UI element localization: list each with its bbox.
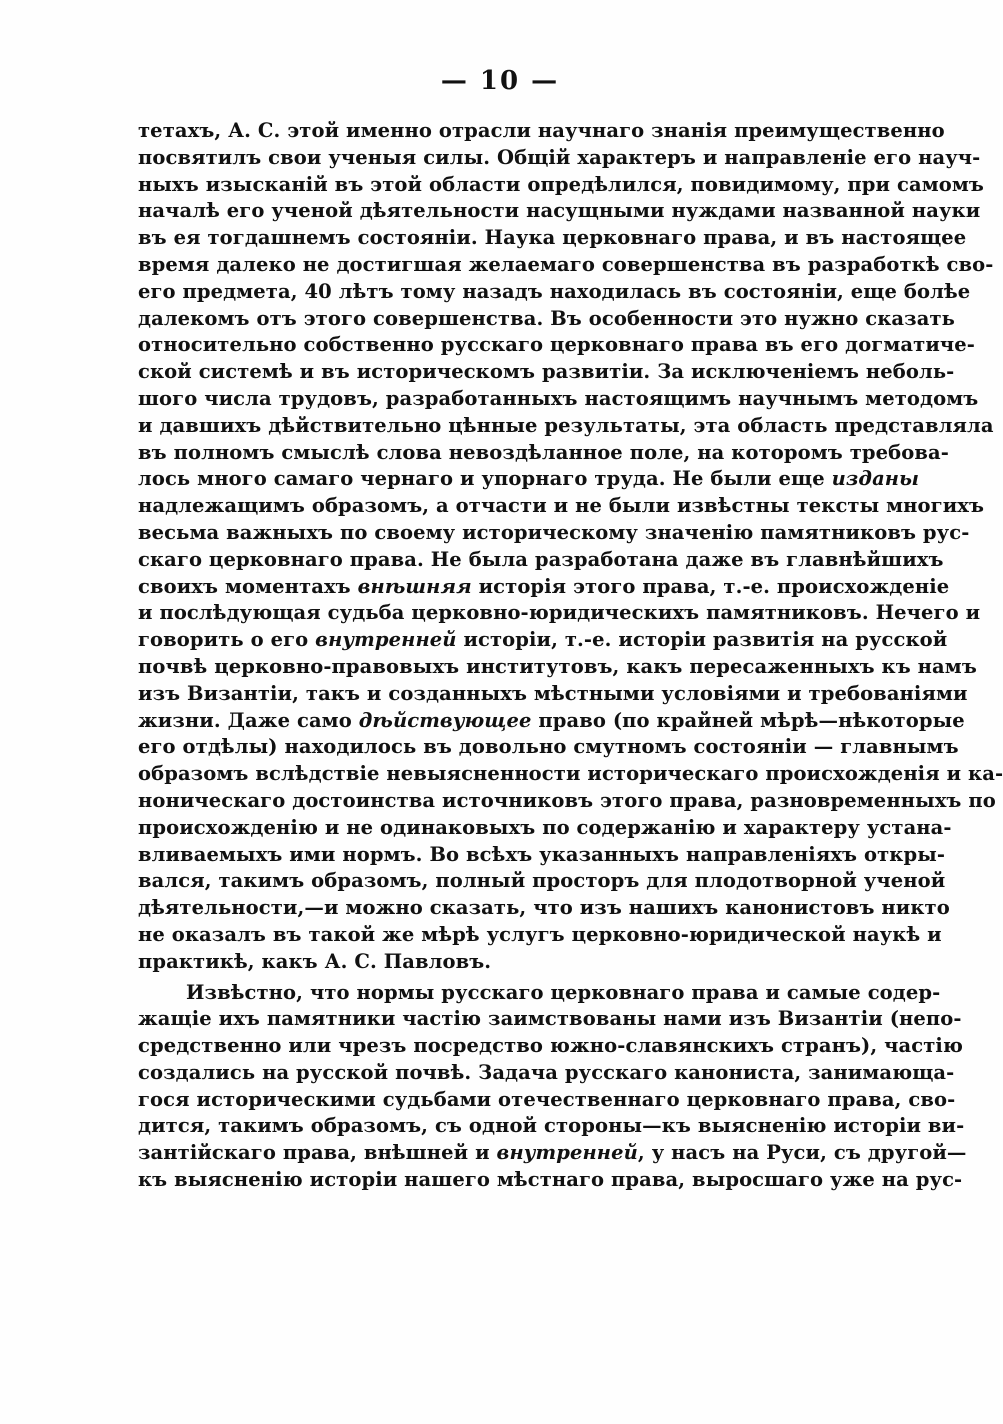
text-line: его отдѣлы) находилось въ довольно смутномъ состояніи — главнымъ [138,735,959,759]
text-line: жащіе ихъ памятники частію заимствованы нами изъ Византіи (непо- [138,1007,962,1031]
text-line: практикѣ, какъ А. С. Павловъ. [138,949,492,973]
text-line: Извѣстно, что нормы русскаго церковнаго права и самые содер- [186,980,941,1004]
text-line: создались на русской почвѣ. Задача русскаго канониста, занимающа- [138,1060,955,1084]
text-line: жизни. Даже само дѣйствующее право (по крайней мѣрѣ—нѣкоторые [138,708,965,732]
paragraph-1 [138,118,1003,976]
text-line: изъ Византіи, такъ и созданныхъ мѣстными условіями и требованіями [138,681,968,705]
text-line: ныхъ изысканій въ этой области опредѣлился, повидимому, при самомъ [138,172,984,196]
text-line: своихъ моментахъ внѣшняя исторія этого права, т.-е. происхожденіе [138,574,950,598]
text-line: относительно собственно русскаго церковнаго права въ его догматиче- [138,333,975,357]
text-line: дѣятельности,—и можно сказать, что изъ нашихъ канонистовъ никто [138,896,950,920]
text-line: скаго церковнаго права. Не была разработана даже въ главнѣйшихъ [138,547,944,571]
text-line: не оказалъ въ такой же мѣрѣ услугъ церковно-юридической наукѣ и [138,922,942,946]
text-line: надлежащимъ образомъ, а отчасти и не были извѣстны тексты многихъ [138,494,985,518]
text-line: гося историческими судьбами отечественнаго церковнаго права, сво- [138,1087,956,1111]
text-line: лось много самаго чернаго и упорнаго труда. Не были еще изданы [138,467,920,491]
text-line: вался, такимъ образомъ, полный просторъ для плодотворной ученой [138,869,946,893]
text-line: къ выясненію исторіи нашего мѣстнаго права, выросшаго уже на рус- [138,1168,963,1192]
text-line: средственно или чрезъ посредство южно-славянскихъ странъ), частію [138,1034,963,1058]
text-line: ской системѣ и въ историческомъ развитіи. За исключеніемъ неболь- [138,360,955,384]
text-line: и послѣдующая судьба церковно-юридическихъ памятниковъ. Нечего и [138,601,981,625]
body-text [138,118,1003,1194]
text-line: его предмета, 40 лѣтъ тому назадъ находилась въ состояніи, еще болѣе [138,279,971,303]
text-line: происхожденію и не одинаковыхъ по содержанію и характеру устана- [138,815,952,839]
text-line: далекомъ отъ этого совершенства. Въ особенности это нужно сказать [138,306,955,330]
text-line: весьма важныхъ по своему историческому значенію памятниковъ рус- [138,520,970,544]
text-line: ноническаго достоинства источниковъ этого права, разновременныхъ по [138,788,996,812]
text-line: почвѣ церковно-правовыхъ институтовъ, какъ пересаженныхъ къ намъ [138,654,977,678]
text-line: зантійскаго права, внѣшней и внутренней, у насъ на Руси, съ другой— [138,1141,967,1165]
text-line: началѣ его ученой дѣятельности насущными нуждами названной науки [138,199,981,223]
paragraph-2 [138,980,967,1194]
text-line: въ полномъ смыслѣ слова невоздѣланное поле, на которомъ требова- [138,440,949,464]
text-line: тетахъ, А. С. этой именно отрасли научнаго знанія преимущественно [138,119,945,142]
text-line: посвятилъ свои ученыя силы. Общій характеръ и направленіе его науч- [138,145,981,169]
text-line: образомъ вслѣдствіе невыясненности историческаго происхожденія и ка- [138,762,1003,786]
text-line: вливаемыхъ ими нормъ. Во всѣхъ указанныхъ направленіяхъ откры- [138,842,946,866]
text-line: дится, такимъ образомъ, съ одной стороны—къ выясненію исторіи ви- [138,1114,965,1138]
text-line: въ ея тогдашнемъ состояніи. Наука церковнаго права, и въ настоящее [138,226,967,250]
text-line: шого числа трудовъ, разработанныхъ настоящимъ научнымъ методомъ [138,386,979,410]
text-line: и давшихъ дѣйствительно цѣнные результаты, эта область представляла [138,413,994,437]
page-number: — 10 — [440,66,560,96]
text-line: время далеко не достигшая желаемаго совершенства въ разработкѣ сво- [138,252,994,276]
text-line: говорить о его внутренней исторіи, т.-е. исторіи развитія на русской [138,628,948,652]
